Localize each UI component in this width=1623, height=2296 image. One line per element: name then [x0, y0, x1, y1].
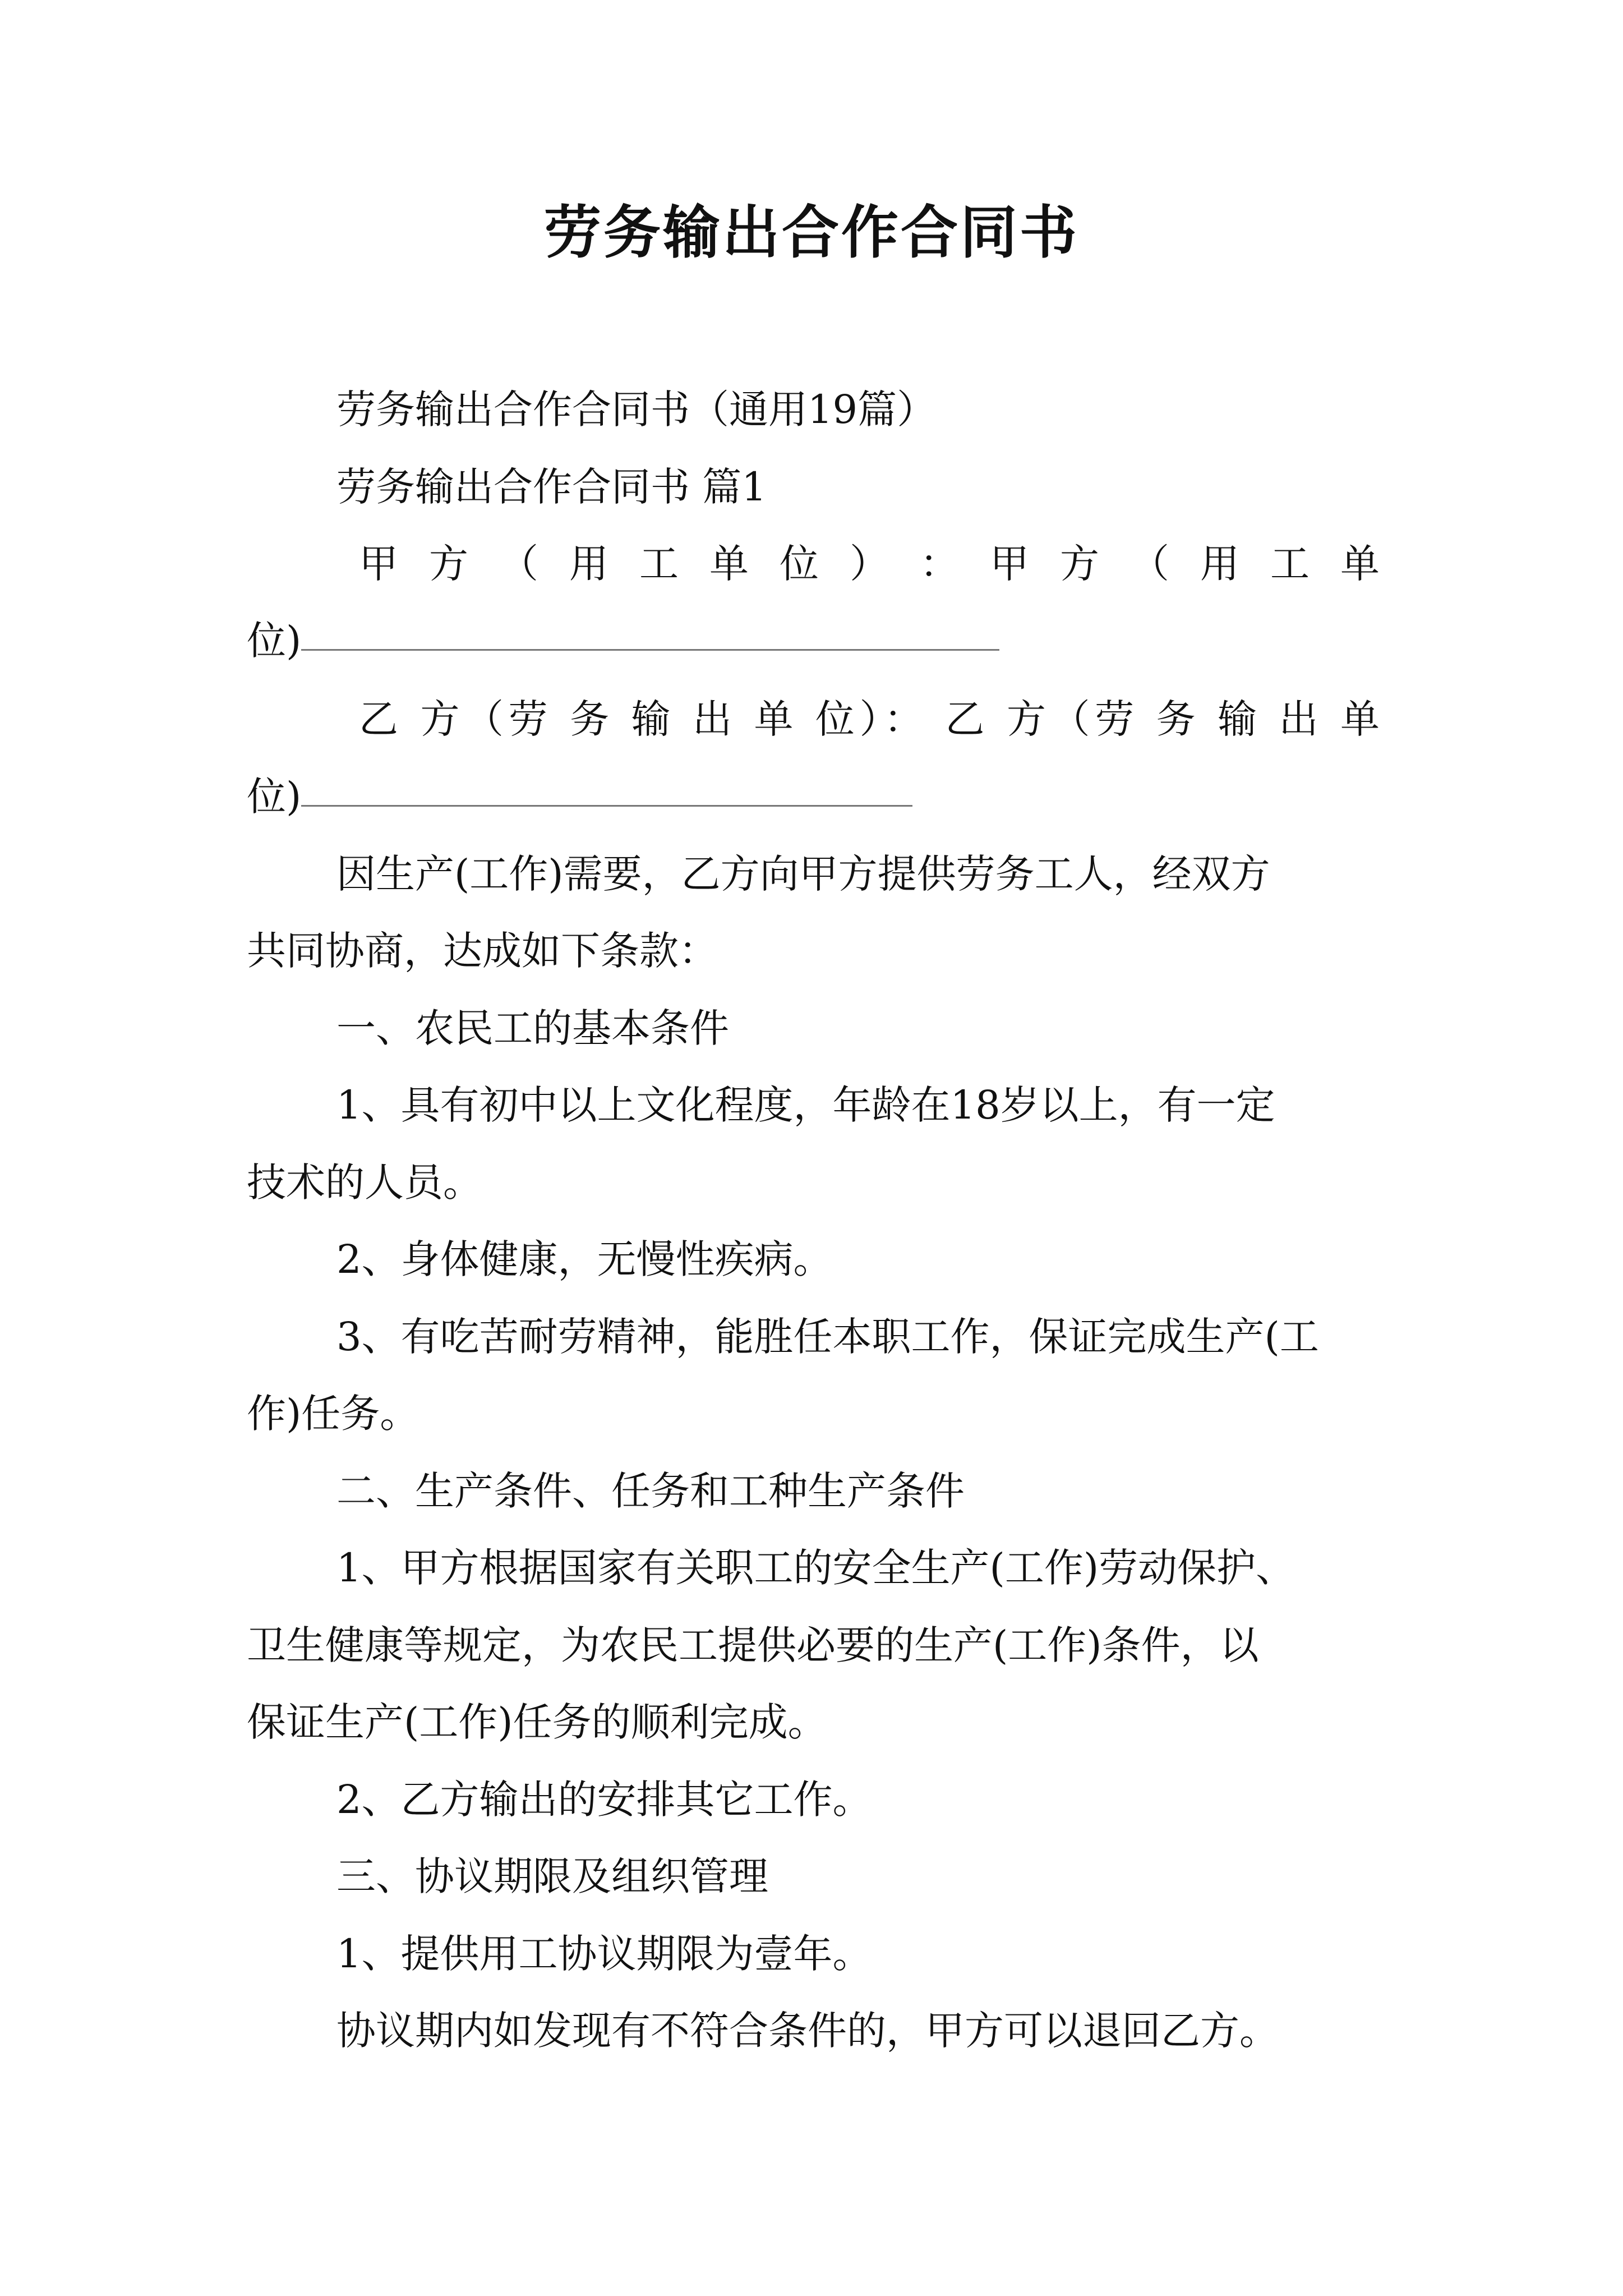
paragraph-line: 2、乙方输出的安排其它工作。: [336, 1777, 872, 1823]
paragraph-line: 作)任务。: [247, 1391, 419, 1437]
party-b-line: 乙 方（劳 务 输 出 单 位）： 乙 方（劳 务 输 出 单: [359, 696, 1380, 742]
paragraph-line: 卫生健康等规定，为农民工提供必要的生产(工作)条件，以: [247, 1622, 1259, 1668]
section-heading: 三、协议期限及组织管理: [336, 1853, 768, 1899]
paragraph-line: 共同协商，达成如下条款：: [247, 928, 718, 974]
section-heading: 劳务输出合作合同书 篇1: [336, 464, 767, 510]
paragraph-line: 3、有吃苦耐劳精神，能胜任本职工作，保证完成生产(工: [336, 1314, 1319, 1360]
document-title: 劳务输出合作合同书: [544, 199, 1079, 266]
party-b-blank-line: [247, 769, 1380, 825]
party-a-fill-in-blank: [301, 649, 999, 651]
section-heading: 一、农民工的基本条件: [336, 1005, 729, 1051]
paragraph-line: 技术的人员。: [247, 1159, 482, 1205]
paragraph-line: 1、具有初中以上文化程度，年龄在18岁以上，有一定: [336, 1082, 1275, 1128]
paragraph-line: 协议期内如发现有不符合条件的，甲方可以退回乙方。: [336, 2008, 1279, 2054]
party-a-line: 甲 方 （ 用 工 单 位 ） ： 甲 方 （ 用 工 单: [359, 541, 1380, 587]
paragraph-line: 因生产(工作)需要，乙方向甲方提供劳务工人，经双方: [336, 851, 1270, 897]
subtitle-line: 劳务输出合作合同书（通用19篇）: [336, 386, 937, 432]
paragraph-line: 2、身体健康，无慢性疾病。: [336, 1236, 833, 1282]
paragraph-line: 1、提供用工协议期限为壹年。: [336, 1931, 872, 1977]
party-a-label-tail: 位): [247, 618, 302, 664]
section-heading: 二、生产条件、任务和工种生产条件: [336, 1468, 965, 1514]
paragraph-line: 保证生产(工作)任务的顺利完成。: [247, 1699, 827, 1745]
party-b-fill-in-blank: [301, 805, 912, 807]
paragraph-line: 1、甲方根据国家有关职工的安全生产(工作)劳动保护、: [336, 1545, 1295, 1591]
party-b-label-tail: 位): [247, 774, 302, 820]
party-a-blank-line: [247, 613, 1380, 669]
